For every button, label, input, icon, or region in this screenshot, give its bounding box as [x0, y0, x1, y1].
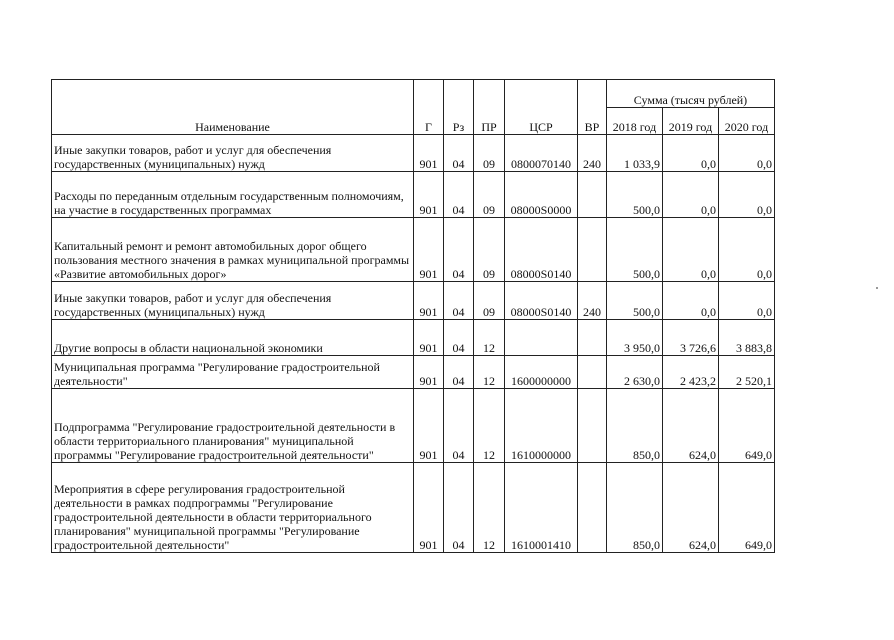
row-csr: 1610001410 — [505, 463, 578, 553]
row-2020: 0,0 — [719, 135, 775, 172]
header-name-top — [52, 80, 414, 108]
header-pr-top — [474, 80, 505, 108]
row-2018: 850,0 — [607, 389, 663, 463]
header-name: Наименование — [52, 108, 414, 135]
table-row — [52, 320, 775, 356]
row-pr: 09 — [474, 282, 505, 320]
row-vr — [578, 172, 607, 218]
header-year-2020: 2020 год — [719, 108, 775, 135]
header-g: Г — [414, 108, 444, 135]
row-2019: 3 726,6 — [663, 320, 719, 356]
row-2020: 3 883,8 — [719, 320, 775, 356]
row-name: Мероприятия в сфере регулирования градостроительной деятельности в рамках подпрограммы "Регулирование градостроительной деятельности в области территориального планирования" муниципальной программы "Регулирование градостроительной деятельности" — [52, 463, 414, 553]
table-row — [52, 356, 775, 389]
row-csr: 1610000000 — [505, 389, 578, 463]
row-rz: 04 — [444, 135, 474, 172]
row-name: Иные закупки товаров, работ и услуг для обеспечения государственных (муниципальных) нужд — [52, 135, 414, 172]
header-vr-top — [578, 80, 607, 108]
row-2020: 0,0 — [719, 282, 775, 320]
header-rz: Рз — [444, 108, 474, 135]
row-vr — [578, 218, 607, 282]
row-name: Капитальный ремонт и ремонт автомобильных дорог общего пользования местного значения в рамках муниципальной программы «Развитие автомобильных дорог» — [52, 218, 414, 282]
row-2019: 624,0 — [663, 389, 719, 463]
row-2019: 0,0 — [663, 172, 719, 218]
row-rz: 04 — [444, 356, 474, 389]
header-vr: ВР — [578, 108, 607, 135]
row-name: Другие вопросы в области национальной экономики — [52, 320, 414, 356]
row-csr: 08000S0000 — [505, 172, 578, 218]
table-row — [52, 218, 775, 282]
row-pr: 12 — [474, 463, 505, 553]
row-pr: 12 — [474, 356, 505, 389]
row-g: 901 — [414, 218, 444, 282]
scan-speck — [876, 287, 878, 289]
row-csr: 08000S0140 — [505, 282, 578, 320]
row-2018: 850,0 — [607, 463, 663, 553]
row-2019: 2 423,2 — [663, 356, 719, 389]
row-g: 901 — [414, 463, 444, 553]
header-pr: ПР — [474, 108, 505, 135]
row-g: 901 — [414, 389, 444, 463]
table-row — [52, 282, 775, 320]
row-name: Расходы по переданным отдельным государственным полномочиям, на участие в государственных программах — [52, 172, 414, 218]
row-csr: 08000S0140 — [505, 218, 578, 282]
row-rz: 04 — [444, 282, 474, 320]
row-2018: 500,0 — [607, 282, 663, 320]
row-vr — [578, 389, 607, 463]
header-rz-top — [444, 80, 474, 108]
row-2020: 0,0 — [719, 172, 775, 218]
table-body — [52, 135, 775, 553]
header-g-top — [414, 80, 444, 108]
row-name: Подпрограмма "Регулирование градостроительной деятельности в области территориального планирования" муниципальной программы "Регулирование градостроительной деятельности" — [52, 389, 414, 463]
header-year-2019: 2019 год — [663, 108, 719, 135]
header-sum-title: Сумма (тысяч рублей) — [607, 80, 775, 108]
table-row — [52, 389, 775, 463]
row-2018: 500,0 — [607, 218, 663, 282]
header-row — [52, 108, 775, 135]
row-2020: 649,0 — [719, 463, 775, 553]
row-pr: 09 — [474, 135, 505, 172]
header-csr: ЦСР — [505, 108, 578, 135]
row-rz: 04 — [444, 172, 474, 218]
row-name: Муниципальная программа "Регулирование градостроительной деятельности" — [52, 356, 414, 389]
budget-table — [51, 79, 775, 553]
row-2018: 3 950,0 — [607, 320, 663, 356]
row-rz: 04 — [444, 320, 474, 356]
row-rz: 04 — [444, 389, 474, 463]
table-row — [52, 172, 775, 218]
row-2018: 2 630,0 — [607, 356, 663, 389]
header-csr-top — [505, 80, 578, 108]
row-2019: 0,0 — [663, 282, 719, 320]
row-name: Иные закупки товаров, работ и услуг для обеспечения государственных (муниципальных) нужд — [52, 282, 414, 320]
row-pr: 12 — [474, 320, 505, 356]
row-pr: 09 — [474, 218, 505, 282]
row-pr: 09 — [474, 172, 505, 218]
row-vr: 240 — [578, 135, 607, 172]
row-2019: 624,0 — [663, 463, 719, 553]
row-csr: 0800070140 — [505, 135, 578, 172]
row-2020: 2 520,1 — [719, 356, 775, 389]
row-rz: 04 — [444, 218, 474, 282]
row-g: 901 — [414, 320, 444, 356]
row-vr: 240 — [578, 282, 607, 320]
row-vr — [578, 463, 607, 553]
row-g: 901 — [414, 172, 444, 218]
row-2020: 649,0 — [719, 389, 775, 463]
row-2019: 0,0 — [663, 135, 719, 172]
row-2018: 500,0 — [607, 172, 663, 218]
header-row-top — [52, 80, 775, 108]
row-vr — [578, 356, 607, 389]
row-2018: 1 033,9 — [607, 135, 663, 172]
row-2020: 0,0 — [719, 218, 775, 282]
row-csr: 1600000000 — [505, 356, 578, 389]
table-row — [52, 463, 775, 553]
row-2019: 0,0 — [663, 218, 719, 282]
row-csr — [505, 320, 578, 356]
row-vr — [578, 320, 607, 356]
table-row — [52, 135, 775, 172]
row-g: 901 — [414, 356, 444, 389]
row-g: 901 — [414, 135, 444, 172]
row-pr: 12 — [474, 389, 505, 463]
row-g: 901 — [414, 282, 444, 320]
row-rz: 04 — [444, 463, 474, 553]
header-year-2018: 2018 год — [607, 108, 663, 135]
